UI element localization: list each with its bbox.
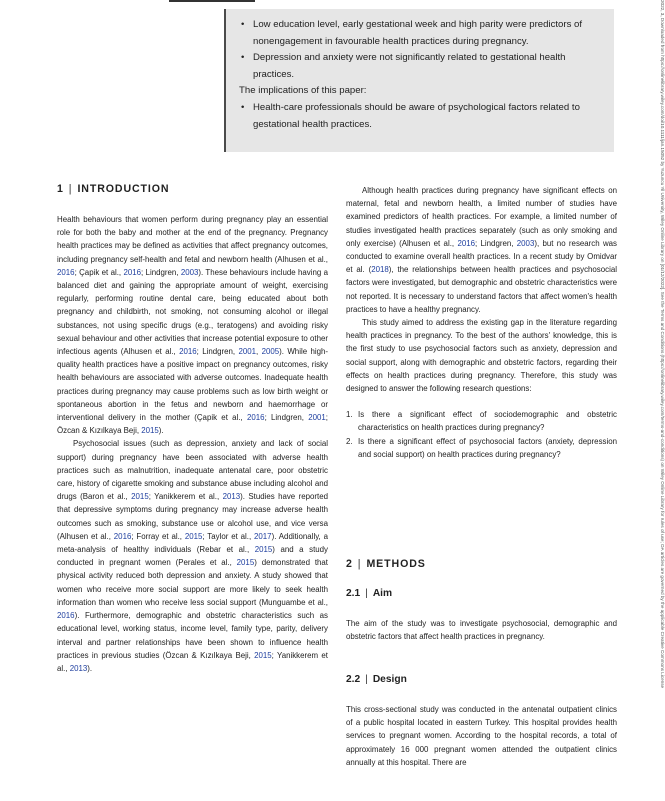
summary-bullet: • Health-care professionals should be aware of psychological factors related to gestational health practices. (239, 100, 604, 133)
question-number: 1. (346, 410, 353, 420)
download-notice: 2022, 3, Downloaded from https://onlinelibrary.wiley.com/doi/10.1111/jan.15052 by Yuzuncu Yil University, Wiley Online Library on [01/12/2022]. See the Terms and Conditions (https://onlinelibrary.wiley.com/terms-and-conditions) on Wiley Online Library for rules of use; OA articles are governed by the applicable Creative Commons License (660, 0, 665, 689)
citation-link[interactable]: 2016 (113, 531, 132, 541)
design-heading-number: 2.2 (346, 674, 361, 685)
implications-label: The implications of this paper: (239, 85, 367, 97)
question-number: 2. (346, 436, 353, 446)
question-text: Is there a significant effect of sociodemographic and obstetric characteristics on health practices during pregnancy? (358, 410, 617, 433)
summary-bullets-bottom (239, 100, 604, 133)
right-column (346, 184, 617, 461)
intro-paragraph-2: Psychosocial issues (such as depression, anxiety and lack of social support) during pregnancy have been associated with adverse health practices such as malnutrition, inadequate antenatal care, poor obstetric care, history of cigarette smoking and substance abuse including alcohol and drugs (Baron et al., 2015; Yanikkerem et al., 2013). Studies have reported that depressive symptoms during pregnancy may increase adverse health outcomes such as smoking, substance use or alcohol use, and vice versa (Alhusen et al., 2016; Forray et al., 2015; Taylor et al., 2017). Additionally, a meta-analysis of healthy individuals (Rebar et al., 2015) and a study conducted in pregnant women (Perales et al., 2015) demonstrated that physical activity reduced both depression and anxiety. A study showed that women who receive more social support are more likely to seek health information than women who receive less social support (Munguambe et al., 2016). Furthermore, demographic and obstetric characteristics such as educational level, working status, income level, family type, parity, delivery interval and partner relationships have been shown to influence health practices in previous studies (Özcan & Kızılkaya Beji, 2015; Yanikkerem et al., 2013). (57, 439, 329, 673)
citation-link[interactable]: 2015 (254, 545, 273, 555)
question-text: Is there a significant effect of psychosocial factors (anxiety, depression and social support) on health practices during pregnancy? (358, 436, 617, 459)
citation-link[interactable]: 2018 (371, 265, 389, 275)
citation-link[interactable]: 2013 (69, 663, 88, 673)
aim-heading-number: 2.1 (346, 588, 361, 599)
citation-link[interactable]: 2016 (457, 238, 475, 248)
design-paragraph: This cross-sectional study was conducted in the antenatal outpatient clinics of a public hospital located in eastern Turkey. This hospital provides health services to pregnant women. According to the hospital records, a total of approximately 16 000 pregnant women attended the outpatient clinics annually at this hospital. There are (346, 705, 617, 767)
summary-bullet: • Depression and anxiety were not significantly related to gestational health practices. (239, 50, 604, 83)
citation-link[interactable]: 2016 (57, 267, 75, 277)
intro-heading-title: INTRODUCTION (77, 183, 170, 195)
citation-link[interactable]: 2001 (238, 347, 257, 357)
citation-link[interactable]: 2005 (261, 347, 280, 357)
aim-heading (346, 588, 392, 599)
intro-heading (57, 183, 169, 195)
intro-paragraph-4: This study aimed to address the existing gap in the literature regarding health practices in pregnancy. To the best of the authors' knowledge, this is the first study to use psychosocial factors such as anxiety, depression and social support, along with demographic and obstetric factors, regarding their effects on health practices during pregnancy. Therefore, this study was designed to answer the following research questions: (346, 318, 617, 394)
heading-separator: | (68, 183, 73, 195)
citation-link[interactable]: 2016 (179, 347, 197, 357)
citation-link[interactable]: 2015 (236, 558, 255, 568)
citation-link[interactable]: 2013 (222, 492, 241, 502)
methods-heading (346, 558, 426, 570)
design-heading (346, 674, 407, 685)
citation-link[interactable]: 2016 (247, 413, 265, 423)
intro-heading-number: 1 (57, 183, 64, 195)
aim-heading-title: Aim (372, 588, 393, 599)
citation-link[interactable]: 2015 (184, 531, 203, 541)
citation-link[interactable]: 2003 (516, 238, 535, 248)
download-sidebar (655, 0, 665, 801)
summary-bullets-top (239, 17, 604, 83)
aim-paragraph: The aim of the study was to investigate psychosocial, demographic and obstetric factors that affect health practices in pregnancy. (346, 619, 617, 642)
citation-link[interactable]: 2015 (131, 492, 149, 502)
citation-link[interactable]: 2003 (180, 267, 199, 277)
top-rule (169, 0, 255, 2)
citation-link[interactable]: 2015 (254, 650, 272, 660)
heading-separator: | (357, 558, 362, 570)
aim-text-block (346, 617, 617, 643)
citation-link[interactable]: 2016 (123, 267, 142, 277)
citation-link[interactable]: 2015 (141, 426, 159, 436)
citation-link[interactable]: 2016 (57, 611, 75, 621)
intro-paragraph-3: Although health practices during pregnancy have significant effects on maternal, fetal and newborn health, a limited number of studies have examined predictors of health practices. For example, a limited number of studies investigated health practices separately (such as only smoking and only exercise) (Alhusen et al., 2016; Lindgren, 2003), but no research was conducted to examine overall health practices. In a recent study by Omidvar et al. (2018), the relationships between health practices and psychosocial factors were investigated, but demographic and obstetric characteristics were not reported. It is necessary to understand factors that affect women's health practices to have a healthy pregnancy. (346, 186, 617, 314)
research-question (346, 435, 617, 461)
methods-heading-number: 2 (346, 558, 353, 570)
heading-separator: | (365, 588, 368, 599)
citation-link[interactable]: 2017 (254, 531, 272, 541)
left-column (57, 213, 328, 675)
summary-bullet: • Low education level, early gestational week and high parity were predictors of nonengagement in favourable health practices during pregnancy. (239, 17, 604, 50)
methods-heading-title: METHODS (366, 558, 426, 570)
research-questions (346, 408, 617, 461)
intro-paragraph-1: Health behaviours that women perform during pregnancy play an essential role for both the baby and mother at the end of the pregnancy. Pregnancy health practices may be defined as activities that affect pregnancy outcomes, including pregnancy self-health and fetal and newborn health (Alhusen et al., 2016; Çapik et al., 2016; Lindgren, 2003). These behaviours include having a balanced diet and gaining the appropriate amount of weight, exercising regularly, performing routine dental care, being educated about both pregnancy and childbirth, not smoking, not consuming alcohol or illegal substances, not using specific drugs (e.g., teratogens) and avoiding risky sexual behaviour and other activities that increase potential exposure to other infectious agents (Alhusen et al., 2016; Lindgren, 2001, 2005). While high-quality health practices have a positive impact on pregnancy outcomes, risky health behaviours are associated with adverse outcomes. Inadequate health practices during pregnancy may cause problems such as low birth weight or spontaneous abortion in the fetus and newborn and haemorrhage or interventional delivery in the mother (Çapik et al., 2016; Lindgren, 2001; Özcan & Kızılkaya Beji, 2015). (57, 215, 329, 436)
design-heading-title: Design (372, 674, 407, 685)
summary-box (224, 9, 614, 152)
research-question (346, 408, 617, 434)
heading-separator: | (365, 674, 368, 685)
citation-link[interactable]: 2001 (308, 413, 326, 423)
design-text-block (346, 703, 617, 769)
